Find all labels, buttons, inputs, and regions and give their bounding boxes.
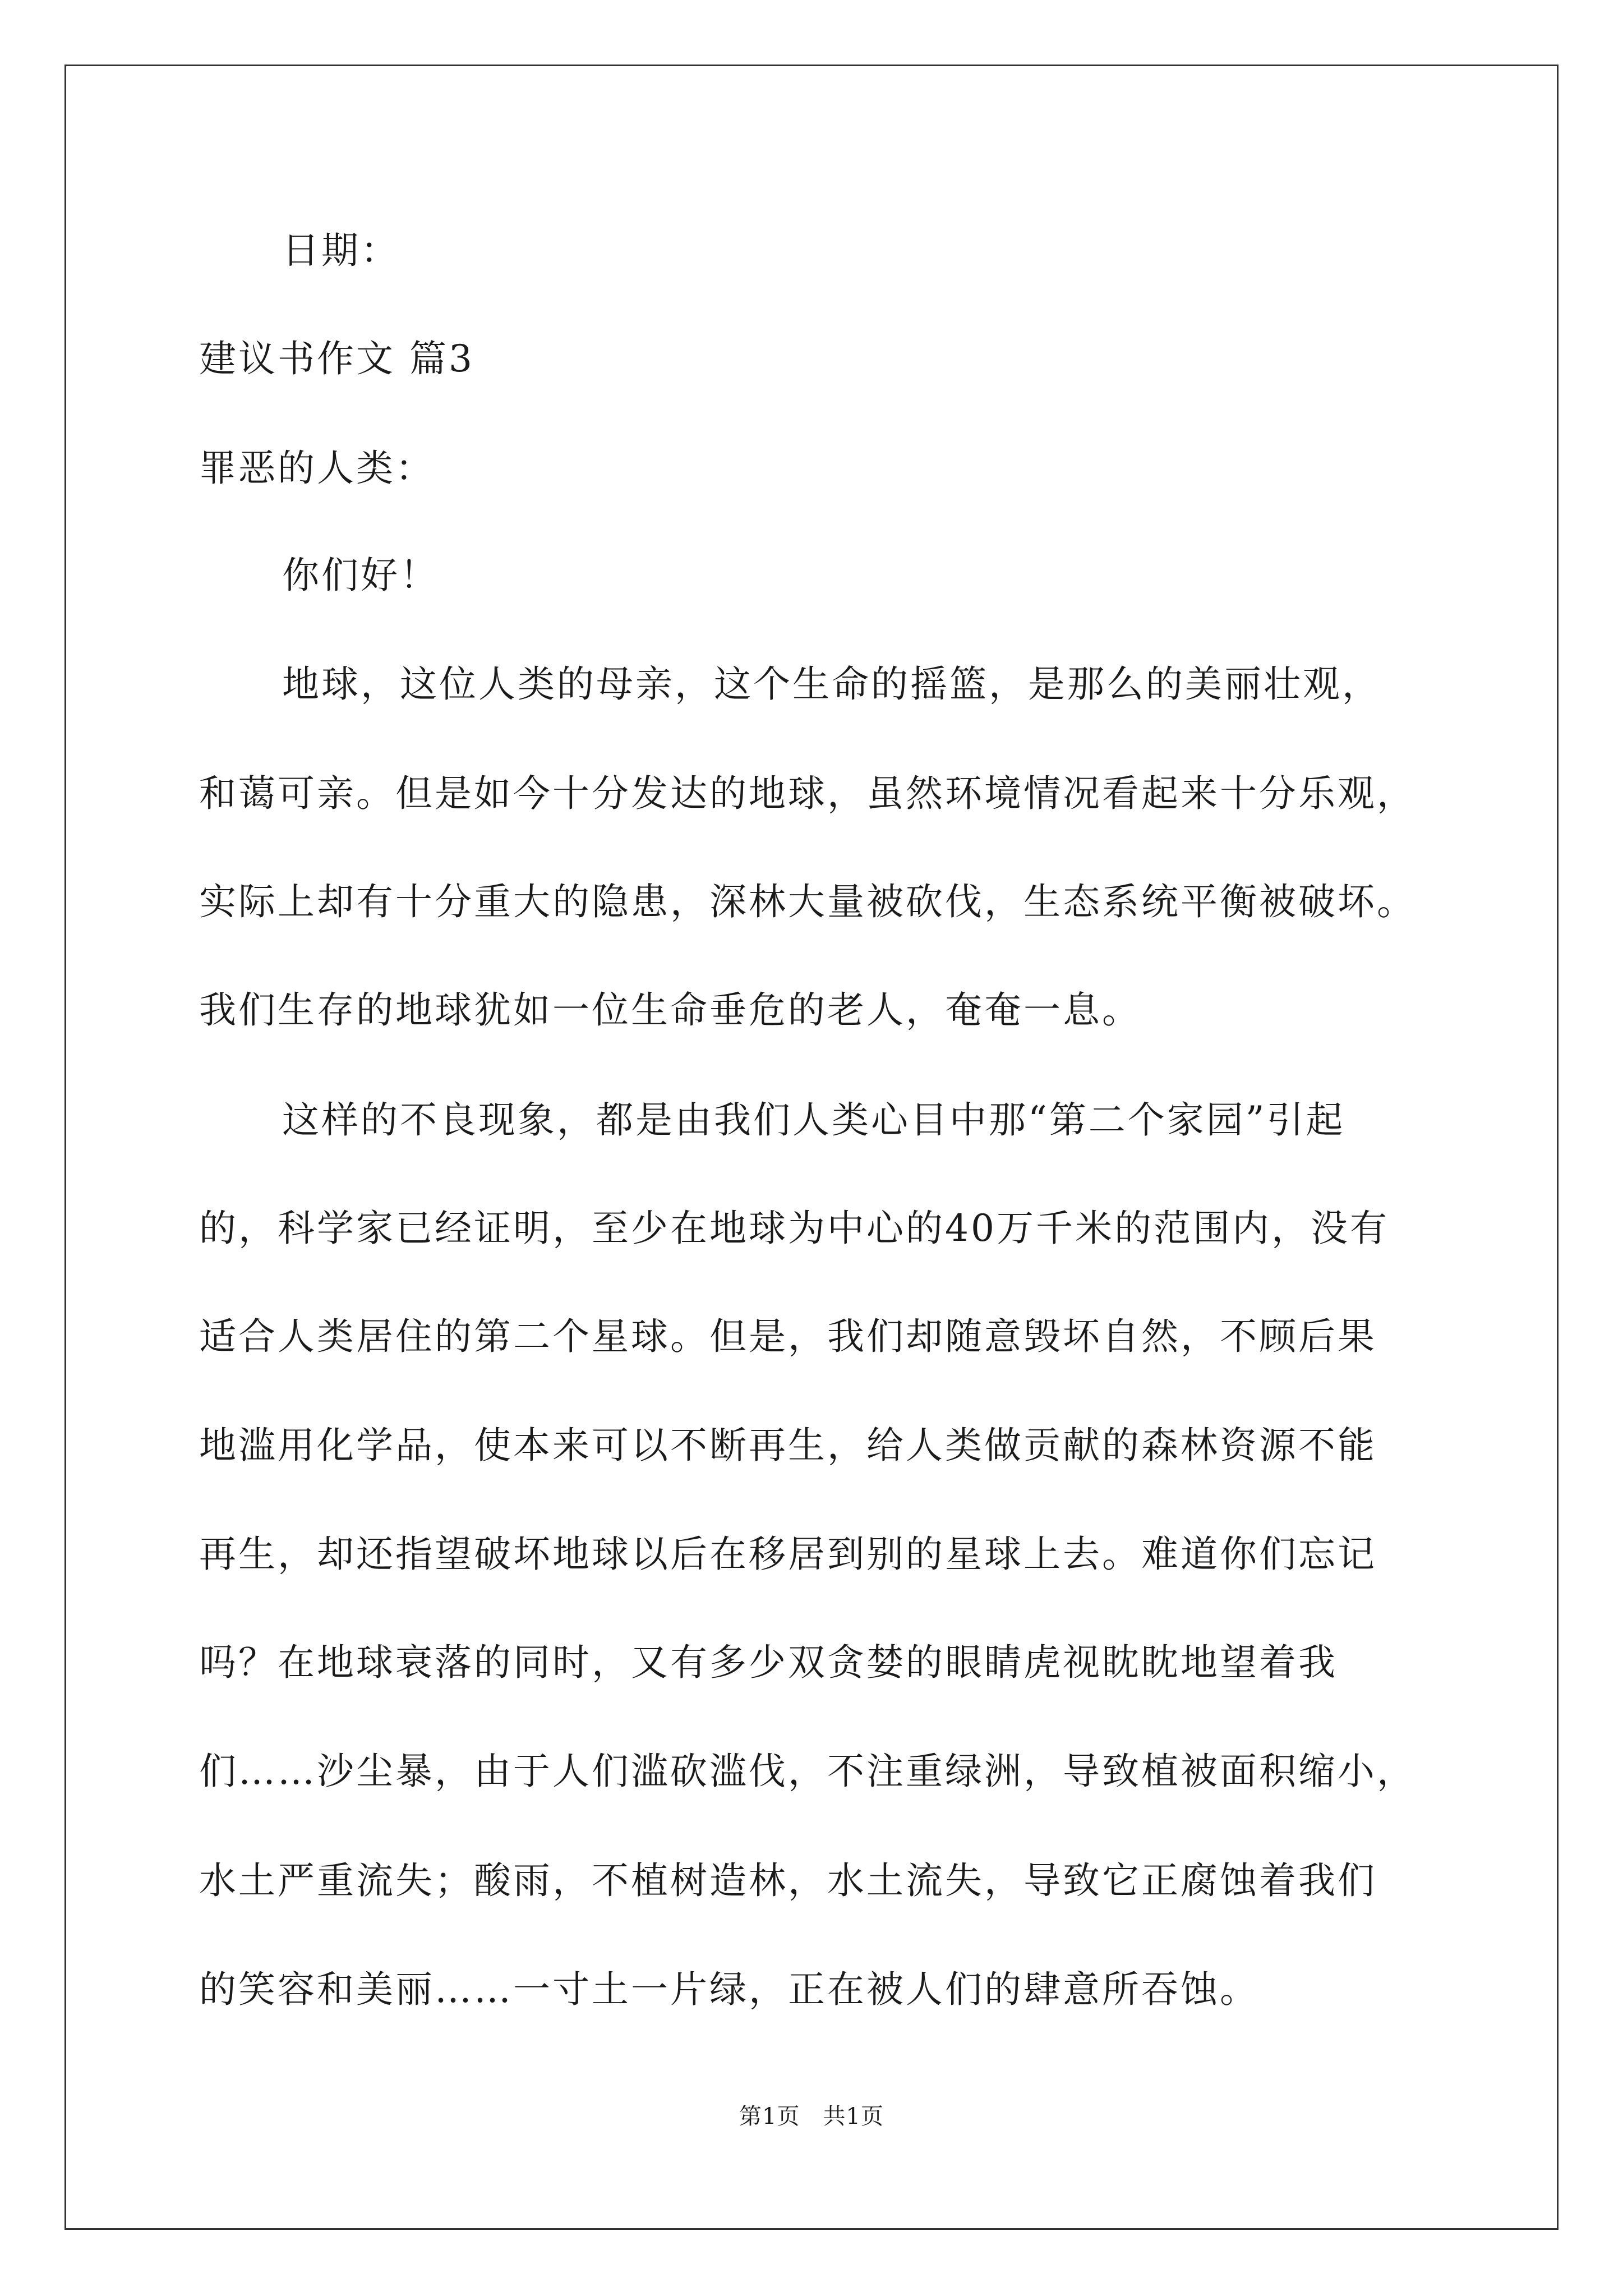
paragraph-line: 和蔼可亲。但是如今十分发达的地球，虽然环境情况看起来十分乐观， <box>199 772 1416 815</box>
paragraph-line: 的笑容和美丽……一寸土一片绿，正在被人们的肆意所吞蚀。 <box>199 1968 1259 2011</box>
page-number-footer: 第1页 共1页 <box>739 2104 884 2129</box>
paragraph-line: 地球，这位人类的母亲，这个生命的摇篮，是那么的美丽壮观， <box>282 662 1381 706</box>
paragraph-line: 这样的不良现象，都是由我们人类心目中那“第二个家园”引起 <box>282 1098 1345 1142</box>
salutation: 罪恶的人类： <box>199 447 435 490</box>
paragraph-line: 我们生存的地球犹如一位生命垂危的老人，奄奄一息。 <box>199 988 1141 1032</box>
paragraph-line: 们……沙尘暴，由于人们滥砍滥伐，不注重绿洲，导致植被面积缩小， <box>199 1750 1416 1793</box>
date-line: 日期： <box>282 229 400 272</box>
essay-title: 建议书作文 篇3 <box>199 337 474 380</box>
greeting: 你们好！ <box>282 554 439 597</box>
paragraph-line: 吗？在地球衰落的同时，又有多少双贪婪的眼睛虎视眈眈地望着我 <box>199 1641 1338 1684</box>
paragraph-line: 水土严重流失；酸雨，不植树造林，水土流失，导致它正腐蚀着我们 <box>199 1859 1377 1902</box>
paragraph-line: 适合人类居住的第二个星球。但是，我们却随意毁坏自然，不顾后果 <box>199 1315 1377 1358</box>
paragraph-line: 的，科学家已经证明，至少在地球为中心的40万千米的范围内，没有 <box>199 1207 1389 1250</box>
paragraph-line: 再生，却还指望破坏地球以后在移居到别的星球上去。难道你们忘记 <box>199 1533 1377 1576</box>
paragraph-line: 实际上却有十分重大的隐患，深林大量被砍伐，生态系统平衡被破坏。 <box>199 880 1416 923</box>
paragraph-line: 地滥用化学品，使本来可以不断再生，给人类做贡献的森林资源不能 <box>199 1424 1377 1467</box>
page-border <box>64 65 1559 2230</box>
